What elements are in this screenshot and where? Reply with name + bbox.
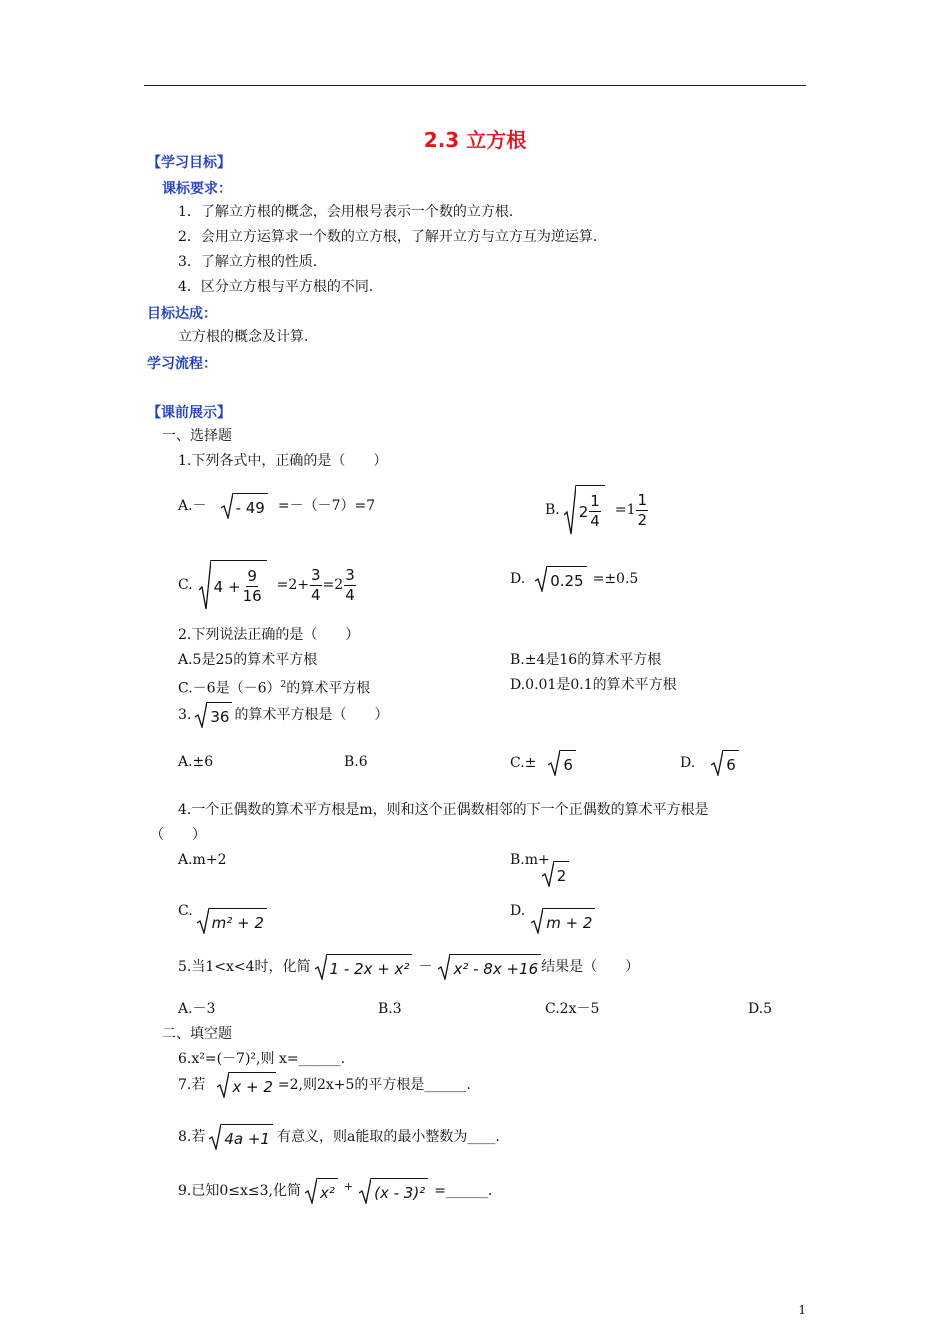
option-2c	[178, 676, 370, 698]
option-5c: C.2x－5	[545, 1001, 600, 1017]
option-4a: A.m+2	[178, 852, 227, 868]
section-heading: 二、填空题	[162, 1026, 232, 1042]
radical-sign-icon	[315, 954, 327, 980]
denominator: 4	[311, 585, 321, 604]
option-4b	[510, 851, 569, 887]
radicand: 4a +1	[221, 1124, 273, 1150]
question-4: 4.一个正偶数的算术平方根是m，则和这个正偶数相邻的下一个正偶数的算术平方根是	[178, 802, 709, 818]
radicand: m + 2	[543, 908, 595, 934]
radical	[199, 560, 267, 610]
radicand: x + 2	[229, 1072, 276, 1098]
radicand	[211, 560, 267, 610]
section-heading: 一、选择题	[162, 428, 232, 444]
fraction	[589, 492, 601, 531]
question-text: 8.若	[178, 1129, 206, 1145]
radicand: 6	[723, 750, 739, 776]
question-3	[178, 702, 388, 728]
fraction	[310, 566, 322, 605]
fraction	[344, 566, 356, 605]
equation-text: =－（－7）=7	[277, 498, 376, 514]
radical	[531, 908, 595, 934]
radicand: (x - 3)²	[371, 1178, 428, 1204]
option-label: C.	[178, 903, 193, 919]
numerator: 1	[637, 490, 648, 509]
option-3b: B.6	[344, 754, 368, 770]
radical	[359, 1178, 428, 1204]
denominator: 16	[242, 587, 262, 605]
numerator: 1	[590, 492, 600, 510]
option-2a: A.5是25的算术平方根	[178, 652, 318, 668]
process-label: 学习流程：	[147, 356, 217, 372]
radical-sign-icon	[542, 861, 554, 887]
question-text: 9.已知0≤x≤3,化简	[178, 1183, 301, 1199]
denominator: 4	[345, 585, 355, 604]
radical	[197, 908, 267, 934]
option-3d	[680, 750, 739, 776]
radical	[542, 861, 570, 887]
question-6: 6.x²=(－7)²,则 x=______.	[178, 1051, 346, 1067]
option-label: C.±	[510, 755, 537, 771]
curriculum-item: 3．了解立方根的性质．	[178, 254, 327, 270]
radical	[711, 750, 739, 776]
fraction	[242, 567, 263, 606]
radicand: 0.25	[547, 566, 586, 592]
question-8	[178, 1124, 500, 1150]
option-label: C.	[178, 577, 193, 593]
question-5	[178, 954, 639, 980]
fraction	[636, 491, 648, 530]
question-text: 结果是（ ）	[541, 959, 640, 975]
question-number: 3.	[178, 707, 192, 723]
option-5a: A.－3	[178, 1001, 216, 1017]
radical-sign-icon	[221, 493, 233, 519]
equation-text: =2	[322, 577, 344, 593]
radicand: 1 - 2x + x²	[327, 954, 413, 980]
minus-sign: －	[418, 959, 433, 975]
option-5b: B.3	[378, 1001, 402, 1017]
radical	[217, 1072, 276, 1098]
radical-sign-icon	[209, 1124, 221, 1150]
radical	[221, 493, 268, 519]
numerator: 9	[247, 567, 257, 585]
option-1c	[178, 560, 357, 610]
radical	[535, 566, 586, 592]
radicand: x²	[317, 1178, 338, 1204]
question-text: 有意义，则a能取的最小整数为____.	[276, 1129, 500, 1145]
option-4c	[178, 902, 267, 934]
denominator: 2	[637, 510, 648, 529]
option-text: 的算术平方根	[286, 680, 371, 697]
question-4-cont: （ ）	[150, 827, 206, 843]
radicand	[576, 485, 605, 535]
radical	[564, 485, 605, 535]
question-7	[178, 1072, 471, 1098]
radical	[438, 954, 541, 980]
radical-sign-icon	[217, 1072, 229, 1098]
radicand: 6	[560, 750, 576, 776]
option-2d: D.0.01是0.1的算术平方根	[510, 677, 677, 693]
radical-sign-icon	[197, 908, 209, 934]
curriculum-item: 2．会用立方运算求一个数的立方根，了解开立方与立方互为逆运算．	[178, 229, 607, 245]
radical	[315, 954, 413, 980]
superscript: 2	[280, 680, 287, 690]
integer-part: 2	[578, 502, 589, 521]
question-1: 1.下列各式中，正确的是（ ）	[178, 453, 388, 469]
equation-text: =1	[614, 502, 636, 518]
radical	[195, 702, 232, 728]
radical-sign-icon	[548, 750, 560, 776]
goals-header: 【学习目标】	[147, 155, 231, 171]
equation-text: =±0.5	[592, 571, 639, 587]
radical-sign-icon	[535, 566, 547, 592]
option-1d	[510, 566, 638, 592]
header-rule	[144, 85, 806, 86]
radical-sign-icon	[199, 560, 211, 610]
radical-sign-icon	[305, 1178, 317, 1204]
target-label: 目标达成：	[147, 306, 217, 322]
radical-sign-icon	[438, 954, 450, 980]
numerator: 3	[345, 565, 355, 584]
curriculum-label: 课标要求：	[162, 181, 232, 197]
target-text: 立方根的概念及计算．	[178, 329, 318, 345]
option-label: D.	[510, 571, 526, 587]
equation-text: =2+	[276, 577, 310, 593]
page-number: 1	[798, 1303, 806, 1317]
curriculum-item: 1．了解立方根的概念，会用根号表示一个数的立方根．	[178, 204, 523, 220]
radical	[305, 1178, 338, 1204]
radical-sign-icon	[195, 702, 207, 728]
radicand: m² + 2	[209, 908, 267, 934]
curriculum-item: 4．区分立方根与平方根的不同．	[178, 279, 383, 295]
question-9	[178, 1178, 492, 1204]
question-text: 5.当1<x<4时，化简	[178, 959, 311, 975]
radical	[209, 1124, 273, 1150]
radicand: x² - 8x +16	[450, 954, 541, 980]
option-3a: A.±6	[178, 754, 214, 770]
radicand: 36	[207, 702, 232, 728]
preclass-header: 【课前展示】	[147, 405, 231, 421]
numerator: 3	[311, 565, 321, 584]
option-2b: B.±4是16的算术平方根	[510, 652, 662, 668]
denominator: 4	[590, 512, 600, 530]
radical-sign-icon	[711, 750, 723, 776]
question-text: 7.若	[178, 1077, 206, 1093]
question-text: =______.	[434, 1183, 493, 1199]
radical-sign-icon	[359, 1178, 371, 1204]
integer-part: 4 +	[213, 577, 241, 596]
option-4d	[510, 902, 595, 934]
radicand: - 49	[233, 493, 268, 519]
radical-sign-icon	[531, 908, 543, 934]
option-text: C.－6是（－6）	[178, 680, 281, 697]
plus-sign: +	[343, 1180, 354, 1193]
radicand: 2	[554, 861, 570, 887]
question-2: 2.下列说法正确的是（ ）	[178, 627, 360, 643]
option-5d: D.5	[748, 1001, 773, 1017]
option-3c	[510, 750, 576, 776]
question-text: =2,则2x+5的平方根是______.	[277, 1077, 471, 1093]
option-label: B.m+	[510, 852, 550, 868]
radical	[548, 750, 576, 776]
page-title: 2.3 立方根	[423, 128, 527, 152]
radical-sign-icon	[564, 485, 576, 535]
option-label: D.	[680, 755, 696, 771]
question-text: 的算术平方根是（ ）	[234, 707, 389, 723]
option-label: B.	[545, 502, 560, 518]
option-1b	[545, 485, 649, 535]
option-label: D.	[510, 903, 526, 919]
option-label: A.－	[178, 498, 207, 514]
option-1a	[178, 493, 375, 519]
